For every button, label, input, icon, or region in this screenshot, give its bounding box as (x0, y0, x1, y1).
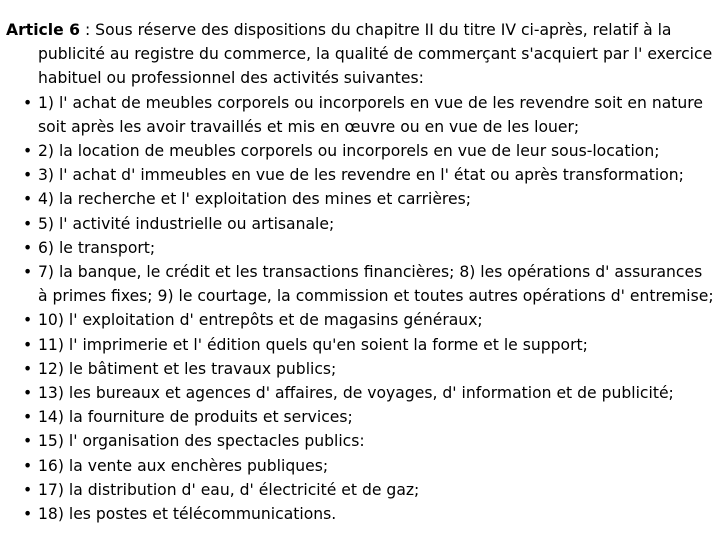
list-item-text: 15) l' organisation des spectacles publics: (38, 432, 365, 451)
list-item-text: 18) les postes et télécommunications. (38, 505, 337, 524)
list-item (6, 502, 714, 526)
list-item (6, 91, 714, 139)
bullet-icon: • (23, 384, 33, 403)
article-label: Article 6 (6, 21, 81, 39)
list-item (6, 236, 714, 260)
list-item-text: 4) la recherche et l' exploitation des mines et carrières; (38, 190, 471, 209)
list-item-text: 17) la distribution d' eau, d' électricité et de gaz; (38, 480, 420, 499)
list-item-text: 7) la banque, le crédit et les transactions financières; 8) les opérations d' assurances à primes fixes; 9) le courtage, la commission et toutes autres opérations d' entremise; (38, 263, 714, 306)
article-slide (6, 18, 714, 526)
list-item (6, 454, 714, 478)
bullet-icon: • (23, 93, 33, 112)
bullet-icon: • (23, 166, 33, 185)
list-item-text: 10) l' exploitation d' entrepôts et de magasins généraux; (38, 311, 483, 330)
list-item-text: 3) l' achat d' immeubles en vue de les revendre en l' état ou après transformation; (38, 166, 684, 185)
list-item (6, 163, 714, 187)
list-item (6, 260, 714, 308)
list-item-text: 5) l' activité industrielle ou artisanale; (38, 214, 335, 233)
article-intro (6, 18, 714, 91)
list-item (6, 405, 714, 429)
bullet-icon: • (23, 359, 33, 378)
bullet-icon: • (23, 311, 33, 330)
list-item (6, 308, 714, 332)
bullet-icon: • (23, 505, 33, 524)
list-item (6, 478, 714, 502)
list-item-text: 2) la location de meubles corporels ou incorporels en vue de leur sous-location; (38, 142, 660, 161)
bullet-icon: • (23, 408, 33, 427)
activity-list (6, 91, 714, 527)
list-item-text: 1) l' achat de meubles corporels ou incorporels en vue de les revendre soit en nature soit après les avoir travaillés et mis en œuvre ou en vue de les louer; (38, 93, 703, 136)
bullet-icon: • (23, 480, 33, 499)
list-item-text: 14) la fourniture de produits et services; (38, 408, 353, 427)
list-item (6, 187, 714, 211)
list-item (6, 333, 714, 357)
list-item-text: 13) les bureaux et agences d' affaires, de voyages, d' information et de publicité; (38, 384, 674, 403)
bullet-icon: • (23, 214, 33, 233)
bullet-icon: • (23, 263, 33, 282)
list-item-text: 11) l' imprimerie et l' édition quels qu'en soient la forme et le support; (38, 335, 588, 354)
bullet-icon: • (23, 190, 33, 209)
bullet-icon: • (23, 432, 33, 451)
bullet-icon: • (23, 456, 33, 475)
list-item (6, 357, 714, 381)
list-item-text: 12) le bâtiment et les travaux publics; (38, 359, 337, 378)
bullet-icon: • (23, 238, 33, 257)
list-item (6, 212, 714, 236)
list-item-text: 6) le transport; (38, 238, 156, 257)
list-item (6, 429, 714, 453)
article-intro-text: : Sous réserve des dispositions du chapitre II du titre IV ci-après, relatif à la publicité au registre du commerce, la qualité de commerçant s'acquiert par l' exercice habituel ou professionnel des activités suivantes: (38, 21, 713, 88)
bullet-icon: • (23, 335, 33, 354)
bullet-icon: • (23, 142, 33, 161)
list-item (6, 139, 714, 163)
list-item-text: 16) la vente aux enchères publiques; (38, 456, 329, 475)
list-item (6, 381, 714, 405)
